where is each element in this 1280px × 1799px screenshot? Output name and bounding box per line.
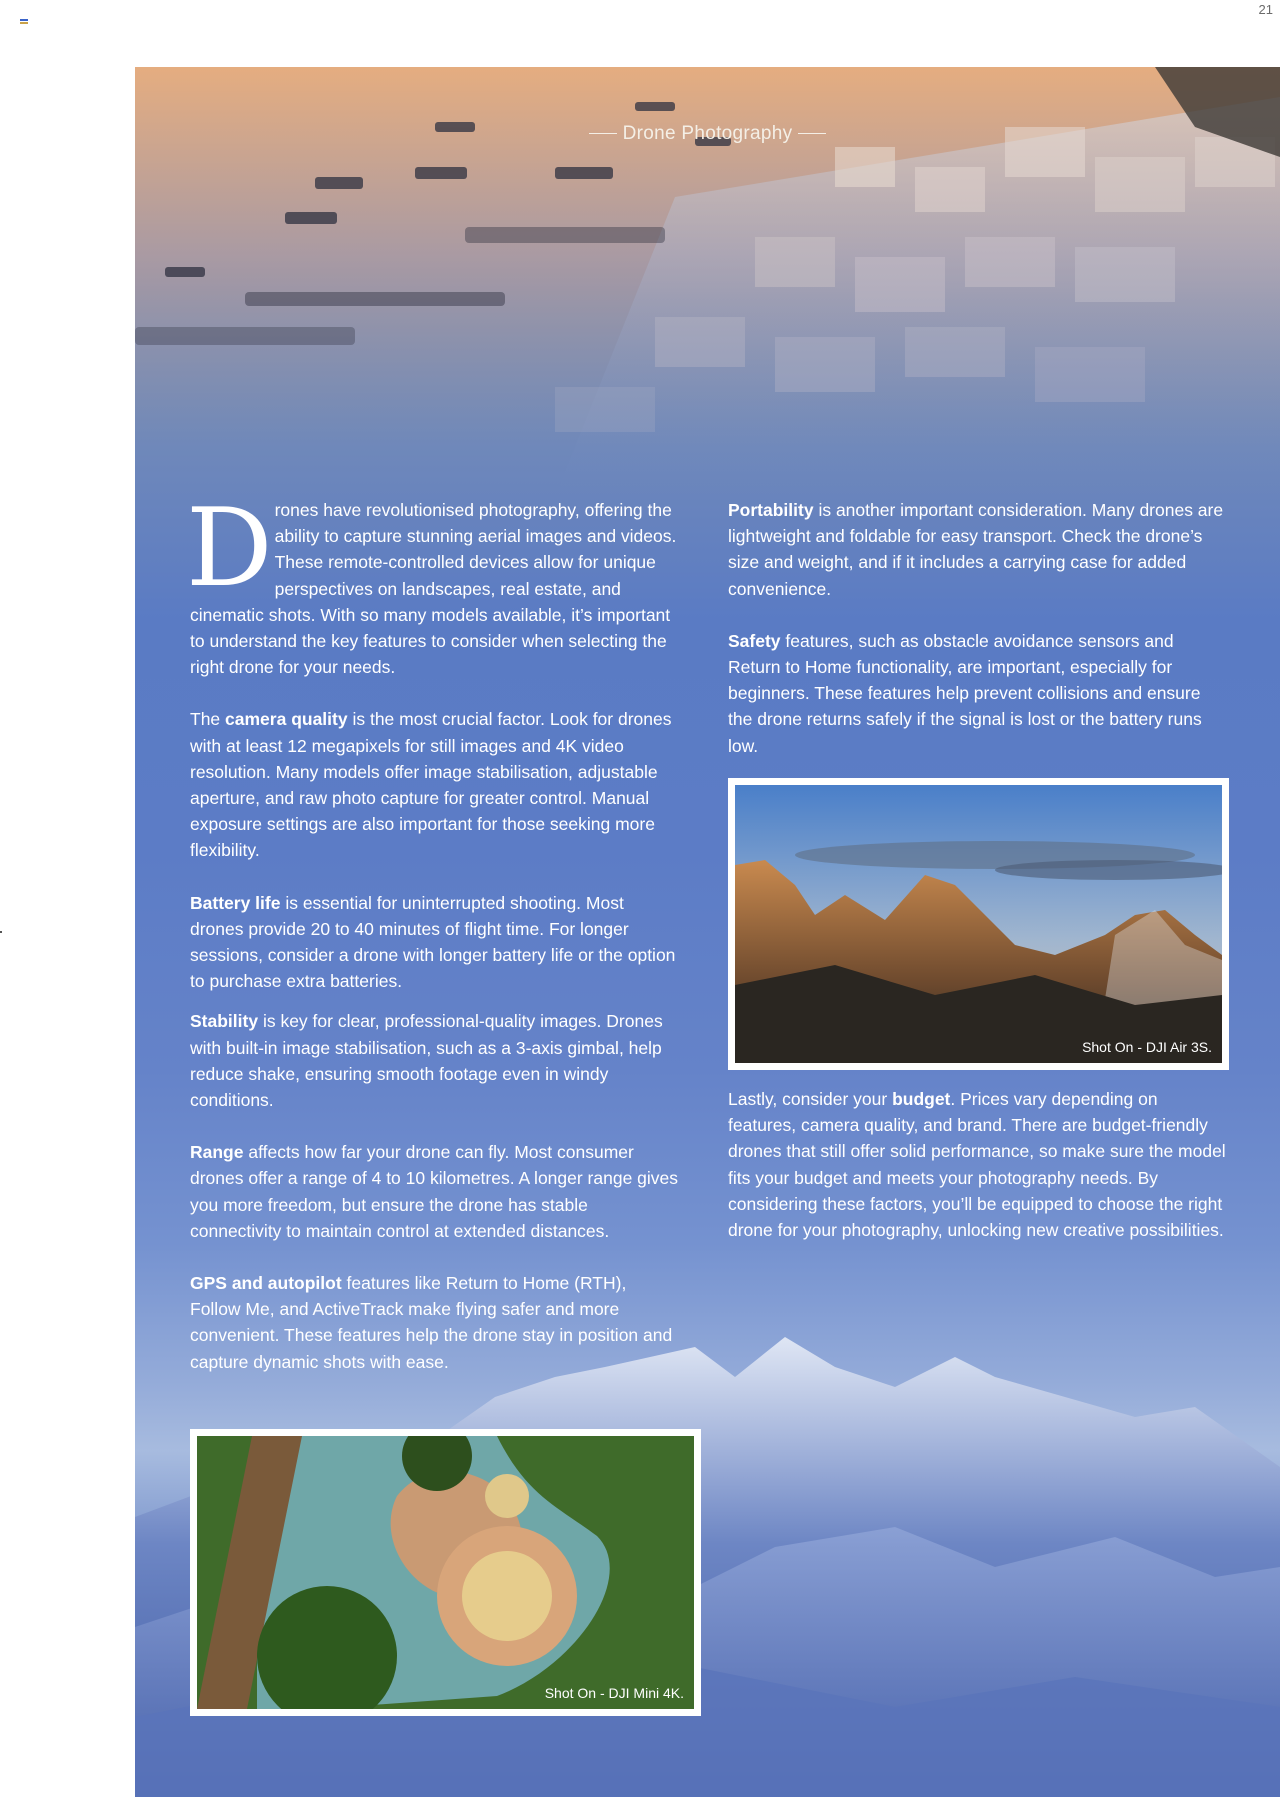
- margin-mark: [0, 931, 2, 933]
- gps-autopilot-paragraph: GPS and autopilot features like Return to Home (RTH), Follow Me, and ActiveTrack make flying safer and more convenient. These features help the drone stay in position and capture dynamic shots with ease.: [190, 1273, 673, 1372]
- aerial-photo: [190, 1429, 701, 1716]
- closing-column: [728, 1086, 1228, 1269]
- range-paragraph: Range affects how far your drone can fly. Most consumer drones offer a range of 4 to 10 kilometres. A longer range gives you more freedom, but ensure the drone has stable connectivity to maintain control at extended distances.: [190, 1142, 679, 1241]
- camera-quality-paragraph: The camera quality is the most crucial factor. Look for drones with at least 12 megapixels for still images and 4K video resolution. Many models offer image stabilisation, adjustable aperture, and raw photo capture for greater control. Manual exposure settings are also important for those seeking more flexibility.: [190, 709, 672, 861]
- mountain-photo: [728, 778, 1229, 1070]
- page-number: 21: [1258, 2, 1273, 17]
- aerial-photo-caption: Shot On - DJI Mini 4K.: [544, 1685, 684, 1701]
- mountain-photo-image: [735, 785, 1222, 1063]
- section-label: Drone Photography: [135, 123, 1280, 145]
- safety-paragraph: Safety features, such as obstacle avoidance sensors and Return to Home functionality, are important, especially for beginners. These features help prevent collisions and ensure the drone returns safely if the signal is lost or the battery runs low.: [728, 630, 1202, 756]
- battery-life-paragraph: Battery life is essential for uninterrupted shooting. Most drones provide 20 to 40 minutes of flight time. For longer sessions, consider a drone with longer battery life or the option to purchase extra batteries.: [190, 892, 676, 992]
- budget-paragraph: Lastly, consider your budget. Prices vary depending on features, camera quality, and brand. There are budget-friendly drones that still offer solid performance, so make sure the model fits your budget and meets your photography needs. By considering these factors, you’ll be equipped to choose the right drone for your photography, unlocking new creative possibilities.: [728, 1089, 1226, 1241]
- drop-cap: D: [186, 486, 273, 611]
- article-panel: [135, 67, 1280, 1797]
- aerial-photo-image: [197, 1436, 694, 1709]
- left-column: [186, 486, 680, 1401]
- right-column: [728, 497, 1228, 785]
- mountain-photo-caption: Shot On - DJI Air 3S.: [1082, 1039, 1212, 1055]
- stability-paragraph: Stability is key for clear, professional-quality images. Drones with built-in image stabilisation, such as a 3-axis gimbal, help reduce shake, ensuring smooth footage even in windy conditions.: [190, 1011, 663, 1111]
- corner-mark: [20, 19, 28, 26]
- portability-paragraph: Portability is another important consideration. Many drones are lightweight and foldable for easy transport. Check the drone’s size and weight, and if it includes a carrying case for added convenience.: [728, 500, 1224, 599]
- intro-paragraph: D rones have revolutionised photography, offering the ability to capture stunning aerial images and videos. These remote-controlled devices allow for unique perspectives on landscapes, real estate, and cinematic shots. With so many models available, it’s important to understand the key features to consider when selecting the right drone for your needs.: [186, 486, 677, 678]
